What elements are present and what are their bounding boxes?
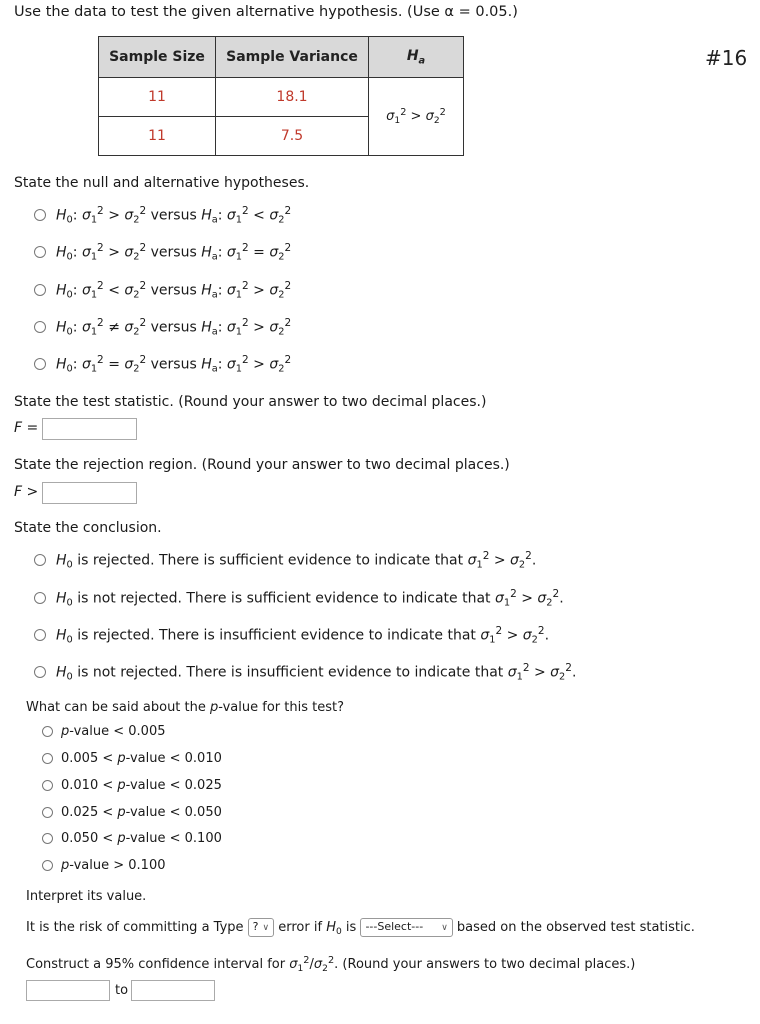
question-number: #16 <box>705 46 748 70</box>
conclusion-option[interactable]: $H_0$ is not rejected. There is sufficient evidence to indicate that $\sigma_1^2 > \sigma_2^2$. <box>34 588 564 609</box>
radio-button[interactable] <box>42 860 53 871</box>
radio-button[interactable] <box>42 807 53 818</box>
pvalue-option[interactable]: p-value < 0.005 <box>42 724 166 739</box>
hypothesis-option[interactable]: $H_0$: $\sigma_1^2 < \sigma_2^2$ versus $H_a$: $\sigma_1^2 > \sigma_2^2$ <box>34 280 291 301</box>
hypothesis-option[interactable]: $H_0$: $\sigma_1^2 \ne \sigma_2^2$ versus $H_a$: $\sigma_1^2 > \sigma_2^2$ <box>34 317 291 338</box>
hypothesis-option[interactable]: $H_0$: $\sigma_1^2 = \sigma_2^2$ versus $H_a$: $\sigma_1^2 > \sigma_2^2$ <box>34 354 291 375</box>
ci-prompt: Construct a 95% confidence interval for $\sigma_1^2/\sigma_2^2$. (Round your answers to two decimal places.) <box>26 955 636 975</box>
instructions: Use the data to test the given alternative hypothesis. (Use α = 0.05.) <box>14 4 518 20</box>
data-table <box>98 36 464 156</box>
f-equals-label: F = <box>14 420 39 436</box>
interpret-sentence: It is the risk of committing a Type ? ∨ error if $H_0$ is ---Select--- ∨ based on the observed test statistic. <box>26 920 695 938</box>
ci-lower-input[interactable] <box>26 980 110 1001</box>
radio-button[interactable] <box>34 592 46 604</box>
pvalue-option[interactable]: 0.025 < p-value < 0.050 <box>42 805 222 820</box>
radio-button[interactable] <box>34 666 46 678</box>
ci-to-label: to <box>115 983 129 998</box>
row1-size: 11 <box>99 78 216 117</box>
header-sample-variance: Sample Variance <box>216 37 369 78</box>
chevron-down-icon: ∨ <box>262 923 270 933</box>
radio-button[interactable] <box>34 209 46 221</box>
pvalue-option[interactable]: 0.005 < p-value < 0.010 <box>42 751 222 766</box>
ha-cell: $\sigma_1^2 > \sigma_2^2$ <box>369 78 464 156</box>
radio-button[interactable] <box>34 554 46 566</box>
radio-button[interactable] <box>42 833 53 844</box>
hypothesis-option[interactable]: $H_0$: $\sigma_1^2 > \sigma_2^2$ versus $H_a$: $\sigma_1^2 = \sigma_2^2$ <box>34 242 291 263</box>
conclusion-prompt: State the conclusion. <box>14 520 162 536</box>
header-sample-size: Sample Size <box>99 37 216 78</box>
row2-variance: 7.5 <box>216 117 369 156</box>
test-statistic-prompt: State the test statistic. (Round your answer to two decimal places.) <box>14 394 487 410</box>
radio-button[interactable] <box>34 246 46 258</box>
h0-status-select[interactable]: ---Select--- ∨ <box>360 918 452 937</box>
radio-button[interactable] <box>42 780 53 791</box>
pvalue-option[interactable]: 0.050 < p-value < 0.100 <box>42 831 222 846</box>
hypotheses-prompt: State the null and alternative hypotheses. <box>14 175 310 191</box>
type-select[interactable]: ? ∨ <box>248 918 274 937</box>
row1-variance: 18.1 <box>216 78 369 117</box>
pvalue-prompt: What can be said about the p-value for this test? <box>26 700 344 715</box>
rejection-region-prompt: State the rejection region. (Round your answer to two decimal places.) <box>14 457 510 473</box>
rejection-region-input[interactable] <box>42 482 137 504</box>
row2-size: 11 <box>99 117 216 156</box>
hypothesis-option[interactable]: $H_0$: $\sigma_1^2 > \sigma_2^2$ versus $H_a$: $\sigma_1^2 < \sigma_2^2$ <box>34 205 291 226</box>
interpret-prompt: Interpret its value. <box>26 889 147 904</box>
pvalue-option[interactable]: p-value > 0.100 <box>42 858 166 873</box>
radio-button[interactable] <box>34 321 46 333</box>
test-statistic-input[interactable] <box>42 418 137 440</box>
radio-button[interactable] <box>42 726 53 737</box>
chevron-down-icon: ∨ <box>441 923 448 933</box>
conclusion-option[interactable]: $H_0$ is not rejected. There is insufficient evidence to indicate that $\sigma_1^2 > \sigma_2^2$. <box>34 662 576 683</box>
radio-button[interactable] <box>34 629 46 641</box>
radio-button[interactable] <box>34 284 46 296</box>
header-ha: $H_a$ <box>369 37 464 78</box>
radio-button[interactable] <box>34 358 46 370</box>
pvalue-option[interactable]: 0.010 < p-value < 0.025 <box>42 778 222 793</box>
f-greater-label: F > <box>14 484 39 500</box>
conclusion-option[interactable]: $H_0$ is rejected. There is insufficient evidence to indicate that $\sigma_1^2 > \sigma_2^2$. <box>34 625 549 646</box>
conclusion-option[interactable]: $H_0$ is rejected. There is sufficient evidence to indicate that $\sigma_1^2 > \sigma_2^2$. <box>34 550 536 571</box>
radio-button[interactable] <box>42 753 53 764</box>
ci-upper-input[interactable] <box>131 980 215 1001</box>
